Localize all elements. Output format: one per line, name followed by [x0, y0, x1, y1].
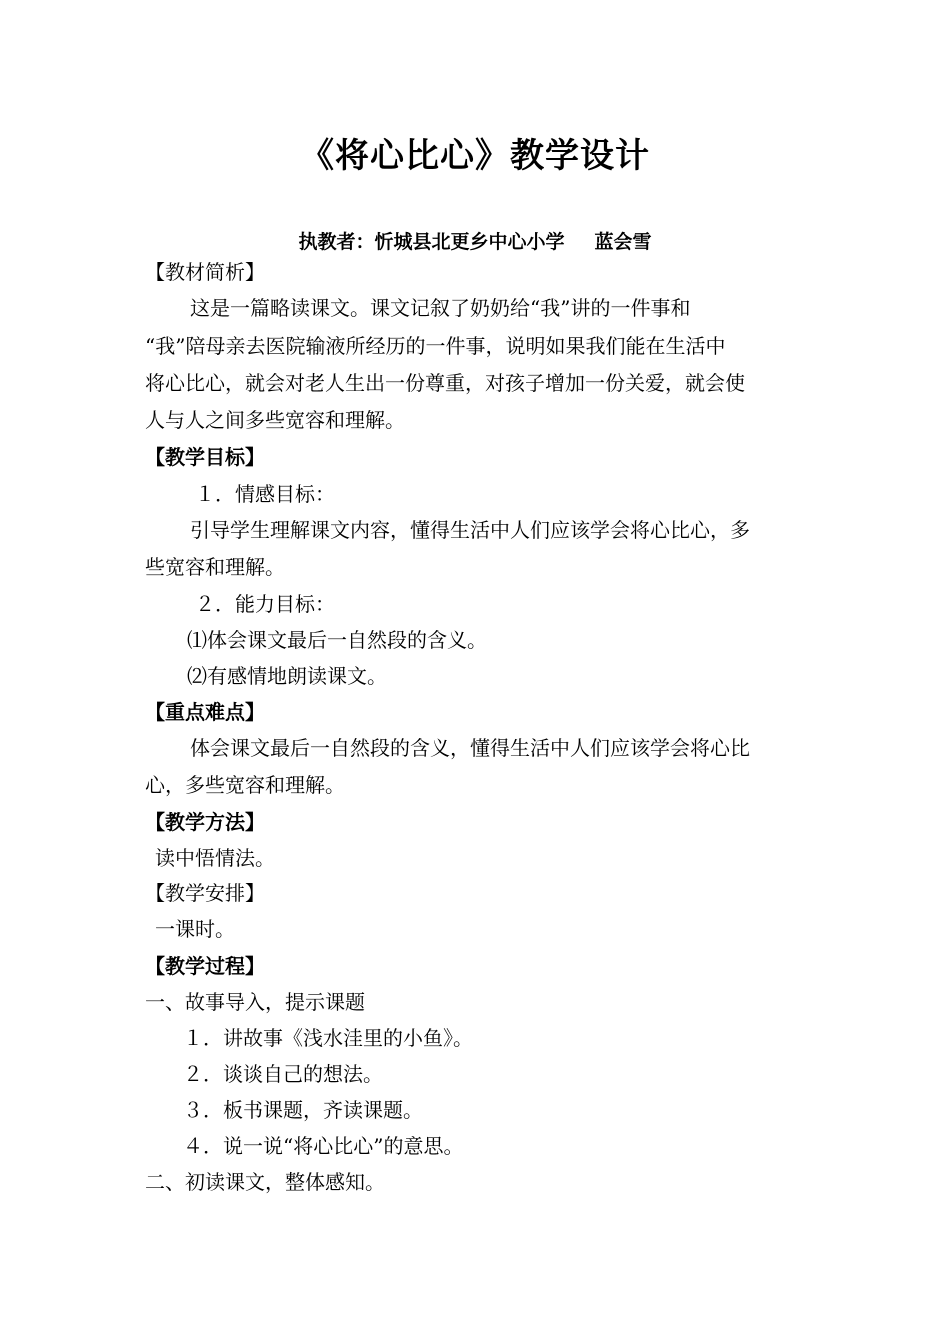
author-label: 执教者：忻城县北更乡中心小学: [298, 231, 565, 253]
process-step: 一、故事导入，提示课题: [145, 990, 365, 1014]
key-text-line: 心，多些宽容和理解。: [145, 773, 345, 797]
process-item: ２．谈谈自己的想法。: [183, 1062, 383, 1086]
arrange-text: 一课时。: [155, 917, 235, 941]
method-text: 读中悟情法。: [155, 846, 275, 870]
process-step: 二、初读课文，整体感知。: [145, 1170, 385, 1194]
goal2-item: ⑴体会课文最后一自然段的含义。: [187, 628, 487, 652]
key-heading: 【重点难点】: [145, 700, 265, 724]
goal2-item: ⑵有感情地朗读课文。: [187, 664, 387, 688]
arrange-heading: 【教学安排】: [145, 881, 265, 905]
author-line: [0, 227, 950, 254]
material-text-line: “我”陪母亲去医院输液所经历的一件事，说明如果我们能在生活中: [145, 334, 726, 358]
method-heading: 【教学方法】: [145, 810, 265, 834]
process-heading: 【教学过程】: [145, 954, 265, 978]
author-name: 蓝会雪: [594, 231, 652, 253]
material-heading: 【教材简析】: [145, 260, 265, 284]
goal1-text-line: 些宽容和理解。: [145, 555, 285, 579]
goal1-text-line: 引导学生理解课文内容，懂得生活中人们应该学会将心比心，多: [190, 518, 750, 542]
process-item: １．讲故事《浅水洼里的小鱼》。: [183, 1026, 473, 1050]
goal2-title: ２．能力目标：: [195, 592, 335, 616]
material-text-line: 人与人之间多些宽容和理解。: [145, 408, 405, 432]
material-text-line: 这是一篇略读课文。课文记叙了奶奶给“我”讲的一件事和: [190, 296, 691, 320]
process-item: ３．板书课题，齐读课题。: [183, 1098, 423, 1122]
goal1-title: １．情感目标：: [195, 482, 335, 506]
material-text-line: 将心比心，就会对老人生出一份尊重，对孩子增加一份关爱，就会使: [145, 371, 745, 395]
process-item: ４．说一说“将心比心”的意思。: [183, 1134, 464, 1158]
goals-heading: 【教学目标】: [145, 445, 265, 469]
key-text-line: 体会课文最后一自然段的含义，懂得生活中人们应该学会将心比: [190, 736, 750, 760]
document-title: 《将心比心》教学设计: [300, 136, 650, 176]
